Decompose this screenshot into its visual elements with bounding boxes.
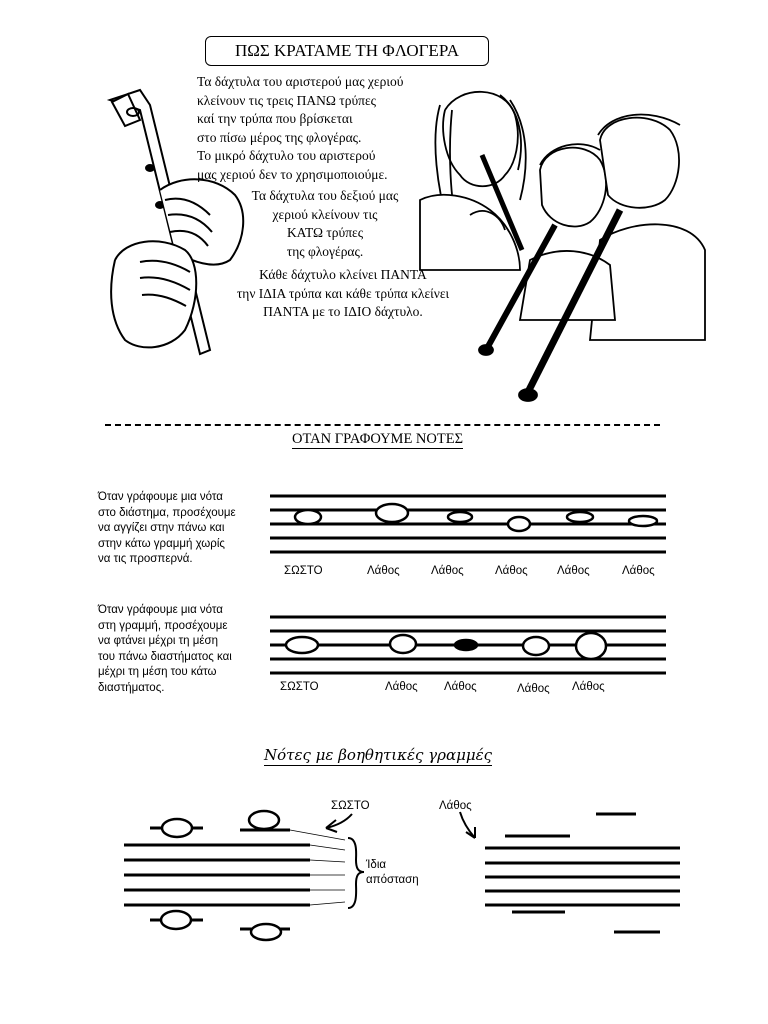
always-rule [218, 266, 468, 322]
text-line: του πάνω διαστήματος και [98, 650, 232, 663]
line-label-wrong: Λάθος [444, 681, 477, 693]
note-wrong-space-5 [629, 516, 657, 526]
note-ledger-below-space [251, 924, 281, 940]
space-note-description [98, 490, 236, 568]
note-ledger-above-space [249, 811, 279, 829]
text-line: Το μικρό δάχτυλο του αριστερού [197, 148, 376, 163]
girl-playing-illustration [420, 92, 526, 270]
text-line: την ΙΔΙΑ τρύπα και κάθε τρύπα κλείνει [236, 285, 450, 301]
text-line: μας χεριού δεν το χρησιμοποιούμε. [197, 166, 388, 182]
section3-heading-text: Νότες με βοηθητικές γραμμές [264, 746, 493, 764]
text-line: μέχρι τη μέση του κάτω [98, 666, 217, 678]
text-line: να φτάνει μέχρι τη μέση [98, 635, 219, 647]
ledger-correct-label: ΣΩΣΤΟ [331, 800, 370, 812]
text-line: Όταν γράφουμε μια νότα [98, 604, 223, 616]
text-line: στην κάτω γραμμή χωρίς [98, 537, 225, 550]
section2-heading-text: ΟΤΑΝ ΓΡΑΦΟΥΜΕ ΝΟΤΕΣ [292, 431, 464, 447]
text-line: διαστήματος. [98, 681, 165, 694]
text-line: στο διάστημα, προσέχουμε [98, 506, 236, 519]
line-label-correct: ΣΩΣΤΟ [280, 681, 319, 693]
text-line: Τα δάχτυλα του αριστερού μας χεριού [197, 74, 404, 89]
text-line: χεριού κλείνουν τις [272, 206, 378, 222]
text-line: στο πίσω μέρος της φλογέρας. [197, 129, 362, 145]
text-line: Όταν γράφουμε μια νότα [98, 491, 223, 503]
text-line: της φλογέρας. [286, 243, 364, 259]
note-ledger-above-on-line [162, 819, 192, 837]
text-line: κλείνουν τις τρεις ΠΑΝΩ τρύπες [197, 92, 376, 108]
note-wrong-line-3 [523, 637, 549, 655]
text-line: καί την τρύπα που βρίσκεται [197, 111, 353, 126]
section2-heading [292, 431, 463, 448]
note-correct-line [286, 637, 318, 653]
text-line: Κάθε δάχτυλο κλείνει ΠΑΝΤΑ [259, 267, 427, 282]
line-note-description [98, 603, 232, 696]
line-label-wrong: Λάθος [517, 683, 550, 695]
page-title: ΠΩΣ ΚΡΑΤΑΜΕ ΤΗ ΦΛΟΓΕΡΑ [205, 36, 489, 66]
text-line: στη γραμμή, προσέχουμε [98, 619, 228, 632]
section3-heading [264, 746, 492, 764]
note-wrong-space-3 [508, 517, 530, 531]
space-label-wrong: Λάθος [431, 565, 464, 577]
note-wrong-line-1 [390, 635, 416, 653]
note-correct-space [295, 510, 321, 524]
space-label-wrong: Λάθος [622, 565, 655, 577]
line-label-wrong: Λάθος [572, 681, 605, 693]
left-hand-instructions [197, 73, 403, 184]
text-line: να τις προσπερνά. [98, 553, 193, 565]
section-divider [105, 424, 660, 426]
staff-ledger-correct [124, 828, 310, 929]
staff-ledger-wrong [485, 814, 680, 932]
ledger-wrong-label: Λάθος [439, 800, 472, 812]
space-notes [295, 504, 657, 531]
space-label-correct: ΣΩΣΤΟ [284, 565, 323, 577]
note-ledger-below-on-line [161, 911, 191, 929]
space-label-wrong: Λάθος [495, 565, 528, 577]
text-line: απόσταση [366, 874, 419, 886]
space-label-wrong: Λάθος [557, 565, 590, 577]
note-wrong-space-2 [448, 512, 472, 522]
text-line: να αγγίζει στην πάνω και [98, 522, 225, 534]
text-line: ΠΑΝΤΑ με το ΙΔΙΟ δάχτυλο. [263, 304, 423, 319]
brace [348, 838, 364, 908]
line-label-wrong: Λάθος [385, 681, 418, 693]
note-wrong-space-1 [376, 504, 408, 522]
same-distance-label [366, 858, 419, 888]
space-label-wrong: Λάθος [367, 565, 400, 577]
staff-space-example [270, 496, 666, 552]
text-line: ΚΑΤΩ τρύπες [286, 225, 364, 240]
note-wrong-line-4 [576, 633, 606, 659]
note-wrong-space-4 [567, 512, 593, 522]
arrows [326, 812, 475, 838]
note-wrong-line-2 [455, 640, 477, 650]
right-hand-instructions [232, 187, 418, 261]
text-line: Τα δάχτυλα του δεξιού μας [251, 188, 399, 203]
distance-guides [290, 830, 345, 905]
text-line: Ίδια [366, 859, 387, 871]
